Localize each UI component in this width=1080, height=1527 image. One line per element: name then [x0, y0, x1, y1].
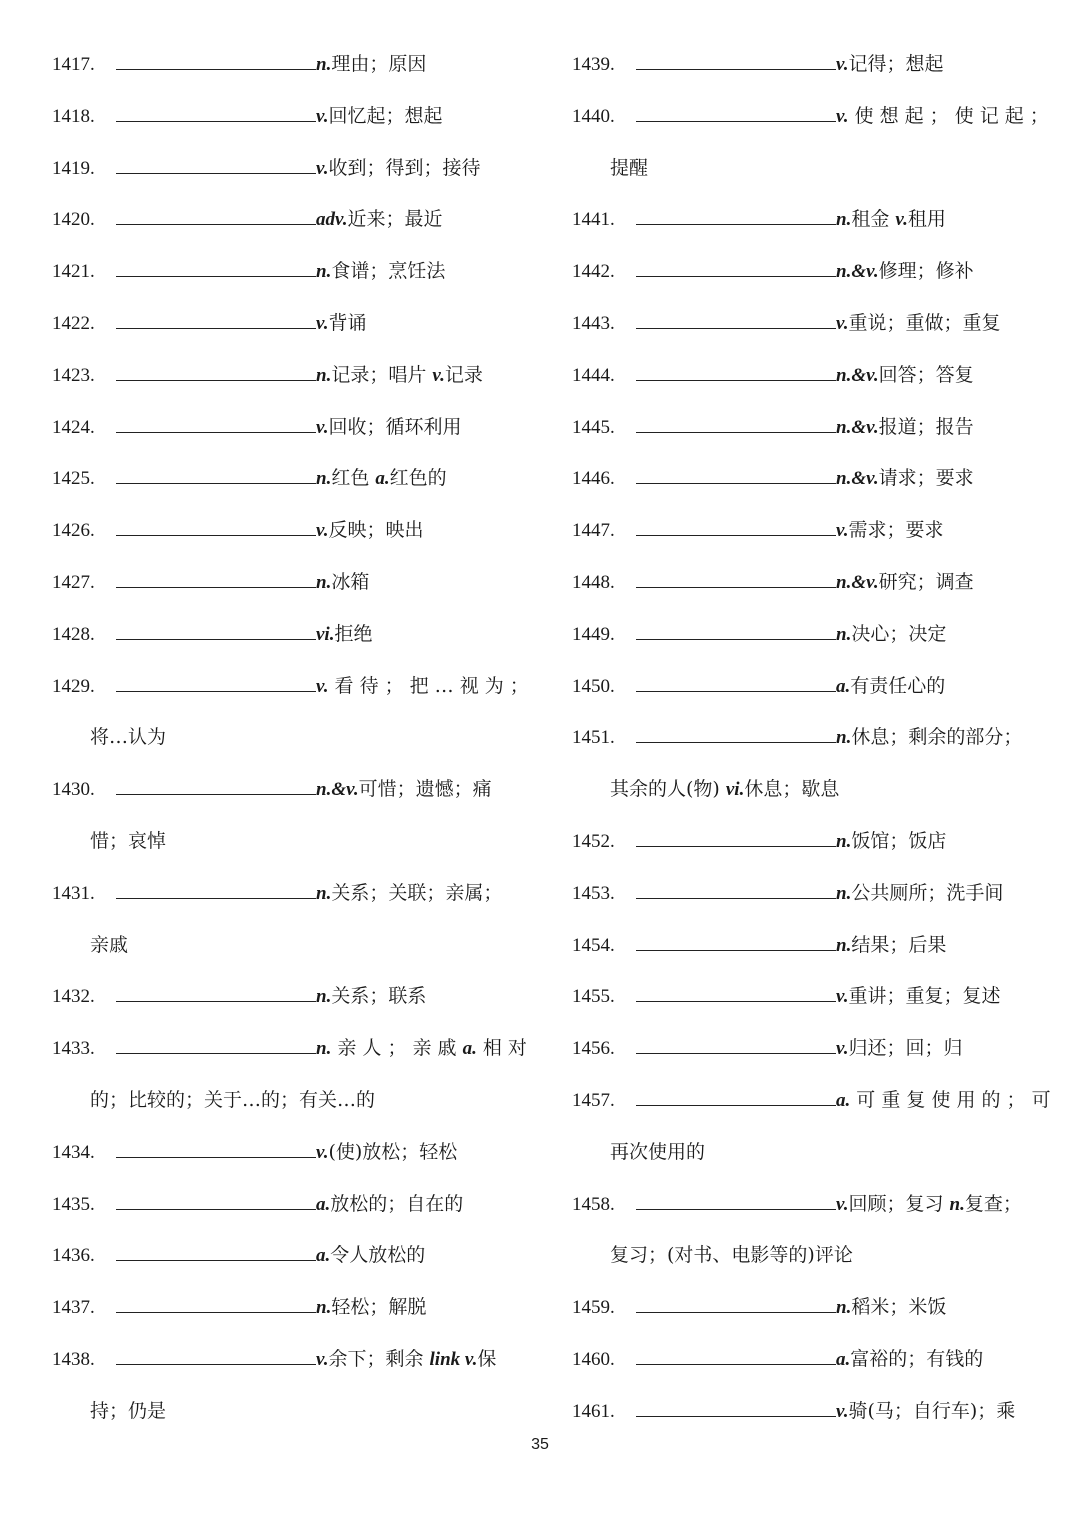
entry-number: 1441. [572, 209, 615, 231]
entry-number: 1453. [572, 882, 615, 904]
definition-text: 收到；得到；接待 [328, 156, 481, 179]
part-of-speech: link v. [429, 1348, 478, 1370]
part-of-speech: n. [316, 882, 332, 904]
vocab-entry [52, 658, 529, 710]
entry-continuation [572, 761, 1042, 813]
entry-number: 1437. [52, 1297, 95, 1319]
vocab-entry [572, 1331, 1042, 1383]
vocab-entry [52, 1227, 522, 1279]
vocab-entry [52, 968, 522, 1020]
vocab-entry [572, 295, 1042, 347]
part-of-speech: v. [836, 312, 849, 334]
answer-blank[interactable] [636, 68, 836, 70]
entry-number: 1445. [572, 416, 615, 438]
entry-number: 1459. [572, 1297, 615, 1319]
answer-blank[interactable] [116, 1208, 316, 1210]
answer-blank[interactable] [636, 949, 836, 951]
definition-text: 关系；联系 [331, 985, 427, 1008]
definition-text: 记录；唱片 [331, 363, 433, 386]
vocab-entry [572, 865, 1042, 917]
entry-number: 1461. [572, 1400, 615, 1422]
entry-number: 1432. [52, 986, 95, 1008]
part-of-speech: a. [316, 1245, 331, 1267]
vocab-entry [52, 1176, 522, 1228]
definition-text: 需求；要求 [848, 519, 944, 542]
definition-text: 理由；原因 [331, 53, 427, 75]
entry-number: 1431. [52, 882, 95, 904]
part-of-speech: v. [316, 675, 329, 697]
definition-text: 拒绝 [334, 622, 373, 645]
vocab-entry [52, 399, 522, 451]
vocab-entry [52, 347, 522, 399]
entry-continuation [52, 1072, 522, 1124]
vocab-entry [52, 243, 522, 295]
entry-continuation [52, 813, 522, 865]
answer-blank[interactable] [116, 534, 316, 536]
part-of-speech: a. [462, 1038, 477, 1060]
definition-text: 再次使用的 [610, 1140, 706, 1163]
entry-continuation [572, 140, 1042, 192]
vocab-entry [52, 761, 522, 813]
answer-blank[interactable] [116, 586, 316, 588]
definition-text: 公共厕所；洗手间 [851, 881, 1004, 904]
part-of-speech: v. [836, 1193, 849, 1215]
vocab-entry [572, 709, 1042, 761]
definition-text: 富裕的；有钱的 [850, 1347, 984, 1370]
vocab-entry [572, 88, 1049, 140]
vocab-entry [572, 917, 1042, 969]
entry-number: 1428. [52, 623, 95, 645]
definition-text: 提醒 [610, 156, 649, 179]
part-of-speech: n. [836, 623, 852, 645]
definition-text: 反映；映出 [328, 519, 424, 542]
vocab-entry [572, 1072, 1051, 1124]
definition-text: 回答；答复 [878, 363, 974, 386]
definition-text: 的；比较的；关于…的；有关…的 [90, 1088, 376, 1111]
entry-number: 1454. [572, 934, 615, 956]
answer-blank[interactable] [636, 1208, 836, 1210]
part-of-speech: v. [316, 416, 329, 438]
entry-number: 1421. [52, 261, 95, 283]
answer-blank[interactable] [116, 327, 316, 329]
definition-text: 记录 [444, 363, 483, 386]
vocab-entry [572, 813, 1042, 865]
entry-number: 1451. [572, 727, 615, 749]
part-of-speech: n.&v. [836, 571, 879, 593]
part-of-speech: a. [316, 1193, 331, 1215]
entry-number: 1436. [52, 1245, 95, 1267]
definition-text: 将…认为 [90, 726, 167, 749]
definition-text: 结果；后果 [851, 933, 947, 956]
vocab-entry [572, 968, 1042, 1020]
part-of-speech: vi. [316, 623, 335, 645]
entry-number: 1444. [572, 364, 615, 386]
answer-blank[interactable] [636, 223, 836, 225]
part-of-speech: v. [836, 1400, 849, 1422]
vocab-entry [52, 295, 522, 347]
part-of-speech: n.&v. [836, 364, 879, 386]
part-of-speech: n. [316, 571, 332, 593]
definition-text: 租金 [851, 208, 896, 231]
entry-number: 1429. [52, 675, 95, 697]
definition-text: 亲 人 ； 亲 戚 [331, 1037, 463, 1060]
answer-blank[interactable] [116, 1052, 316, 1054]
part-of-speech: adv. [316, 209, 348, 231]
part-of-speech: v. [316, 157, 329, 179]
part-of-speech: n. [316, 364, 332, 386]
answer-blank[interactable] [116, 431, 316, 433]
definition-text: 冰箱 [331, 570, 370, 593]
answer-blank[interactable] [636, 1052, 836, 1054]
definition-text: 回忆起；想起 [328, 104, 443, 127]
answer-blank[interactable] [116, 690, 316, 692]
entry-number: 1433. [52, 1038, 95, 1060]
answer-blank[interactable] [636, 327, 836, 329]
vocab-entry [52, 502, 522, 554]
part-of-speech: v. [836, 54, 849, 75]
vocab-entry [52, 1124, 522, 1176]
answer-blank[interactable] [116, 1156, 316, 1158]
entry-number: 1424. [52, 416, 95, 438]
vocab-entry [572, 1279, 1042, 1331]
vocab-entry [572, 1383, 1042, 1435]
part-of-speech: n.&v. [836, 468, 879, 490]
part-of-speech: n. [316, 1297, 332, 1319]
entry-number: 1447. [572, 520, 615, 542]
definition-text: 可 重 复 使 用 的 ； 可 [850, 1088, 1051, 1111]
answer-blank[interactable] [636, 120, 836, 122]
part-of-speech: n.&v. [836, 416, 879, 438]
part-of-speech: n. [316, 261, 332, 283]
definition-text: 放松的；自在的 [330, 1192, 464, 1215]
vocab-entry [52, 865, 522, 917]
vocab-entry [52, 1020, 527, 1072]
definition-text: 保 [477, 1347, 497, 1370]
vocab-entry [572, 1176, 1042, 1228]
answer-blank[interactable] [116, 897, 316, 899]
part-of-speech: v. [432, 364, 445, 386]
part-of-speech: a. [375, 468, 390, 490]
definition-text: 红色的 [389, 467, 447, 490]
vocab-entry [572, 606, 1042, 658]
vocab-entry [572, 450, 1042, 502]
part-of-speech: v. [316, 1348, 329, 1370]
part-of-speech: n. [836, 727, 852, 749]
part-of-speech: n. [316, 986, 332, 1008]
entry-number: 1455. [572, 986, 615, 1008]
definition-text: 休息；剩余的部分； [851, 726, 1023, 749]
entry-number: 1422. [52, 312, 95, 334]
part-of-speech: n. [836, 934, 852, 956]
vocab-entry [572, 658, 1042, 710]
answer-blank[interactable] [636, 586, 836, 588]
vocab-entry [572, 1020, 1042, 1072]
definition-text: 近来；最近 [347, 208, 443, 231]
definition-text: 使 想 起 ； 使 记 起 ； [848, 104, 1049, 127]
definition-text: 红色 [331, 467, 376, 490]
answer-blank[interactable] [636, 379, 836, 381]
definition-text: 余下；剩余 [328, 1347, 430, 1370]
definition-text: 休息；歇息 [744, 778, 840, 801]
entry-number: 1423. [52, 364, 95, 386]
definition-text: 复习；(对书、电影等的)评论 [610, 1244, 853, 1267]
part-of-speech: v. [836, 986, 849, 1008]
definition-text: 持；仍是 [90, 1399, 167, 1422]
part-of-speech: n. [836, 882, 852, 904]
part-of-speech: v. [316, 312, 329, 334]
answer-blank[interactable] [636, 741, 836, 743]
entry-continuation [52, 917, 522, 969]
vocab-entry [572, 243, 1042, 295]
vocab-entry [52, 140, 522, 192]
part-of-speech: a. [836, 1089, 851, 1111]
answer-blank[interactable] [636, 690, 836, 692]
definition-text: 骑(马；自行车)；乘 [848, 1399, 1016, 1422]
definition-text: 修理；修补 [878, 260, 974, 283]
vocab-entry [572, 399, 1042, 451]
entry-number: 1457. [572, 1089, 615, 1111]
answer-blank[interactable] [636, 1311, 836, 1313]
vocab-entry [572, 554, 1042, 606]
part-of-speech: v. [836, 105, 849, 127]
entry-number: 1448. [572, 571, 615, 593]
entry-number: 1418. [52, 105, 95, 127]
part-of-speech: v. [316, 1141, 329, 1163]
entry-number: 1452. [572, 830, 615, 852]
definition-text: 可惜；遗憾；痛 [358, 778, 492, 801]
answer-blank[interactable] [636, 845, 836, 847]
definition-text: 惜；哀悼 [90, 829, 167, 852]
answer-blank[interactable] [116, 1259, 316, 1261]
answer-blank[interactable] [116, 223, 316, 225]
definition-text: 轻松；解脱 [331, 1296, 427, 1319]
entry-continuation [572, 1124, 1042, 1176]
right-column [572, 36, 1051, 1435]
definition-text: 请求；要求 [878, 467, 974, 490]
entry-number: 1446. [572, 468, 615, 490]
part-of-speech: n. [836, 830, 852, 852]
part-of-speech: v. [836, 1038, 849, 1060]
vocab-entry [52, 554, 522, 606]
entry-number: 1434. [52, 1141, 95, 1163]
definition-text: 其余的人(物) [610, 778, 726, 801]
entry-continuation [52, 1383, 522, 1435]
answer-blank[interactable] [116, 1311, 316, 1313]
part-of-speech: n. [316, 54, 332, 75]
answer-blank[interactable] [636, 482, 836, 484]
entry-number: 1435. [52, 1193, 95, 1215]
entry-number: 1425. [52, 468, 95, 490]
entry-number: 1449. [572, 623, 615, 645]
part-of-speech: n.&v. [316, 779, 359, 801]
definition-text: 重说；重做；重复 [848, 311, 1001, 334]
entry-number: 1430. [52, 779, 95, 801]
answer-blank[interactable] [116, 1000, 316, 1002]
part-of-speech: n. [949, 1193, 965, 1215]
vocab-entry [52, 36, 522, 88]
answer-blank[interactable] [636, 1415, 836, 1417]
definition-text: 记得；想起 [848, 53, 944, 75]
part-of-speech: n. [316, 468, 332, 490]
entry-number: 1460. [572, 1348, 615, 1370]
entry-continuation [52, 709, 522, 761]
definition-text: 回收；循环利用 [328, 415, 462, 438]
entry-number: 1456. [572, 1038, 615, 1060]
answer-blank[interactable] [116, 482, 316, 484]
left-column [52, 36, 529, 1435]
definition-text: 稻米；米饭 [851, 1296, 947, 1319]
answer-blank[interactable] [116, 120, 316, 122]
answer-blank[interactable] [116, 379, 316, 381]
page-number: 35 [531, 1436, 549, 1453]
part-of-speech: v. [836, 520, 849, 542]
answer-blank[interactable] [636, 534, 836, 536]
definition-text: 报道；报告 [878, 415, 974, 438]
entry-number: 1450. [572, 675, 615, 697]
part-of-speech: n. [836, 1297, 852, 1319]
vocab-entry [52, 1279, 522, 1331]
definition-text: 相 对 [476, 1037, 527, 1060]
definition-text: 亲戚 [90, 933, 129, 956]
answer-blank[interactable] [116, 793, 316, 795]
vocab-entry [572, 347, 1042, 399]
answer-blank[interactable] [636, 431, 836, 433]
entry-number: 1443. [572, 312, 615, 334]
entry-continuation [572, 1227, 1042, 1279]
part-of-speech: v. [316, 105, 329, 127]
answer-blank[interactable] [116, 1363, 316, 1365]
answer-blank[interactable] [116, 68, 316, 70]
part-of-speech: vi. [725, 779, 745, 801]
answer-blank[interactable] [636, 275, 836, 277]
definition-text: 令人放松的 [330, 1244, 426, 1267]
answer-blank[interactable] [116, 172, 316, 174]
definition-text: 看 待 ； 把 … 视 为 ； [328, 674, 529, 697]
vocab-entry [52, 88, 522, 140]
entry-number: 1438. [52, 1348, 95, 1370]
entry-number: 1458. [572, 1193, 615, 1215]
definition-text: 饭馆；饭店 [851, 829, 947, 852]
vocab-entry [52, 606, 522, 658]
answer-blank[interactable] [116, 275, 316, 277]
definition-text: 研究；调查 [878, 570, 974, 593]
part-of-speech: v. [895, 209, 908, 231]
definition-text: 归还；回；归 [848, 1037, 963, 1060]
part-of-speech: n. [836, 209, 852, 231]
definition-text: (使)放松；轻松 [328, 1140, 458, 1163]
part-of-speech: a. [836, 675, 851, 697]
vocab-entry [572, 502, 1042, 554]
part-of-speech: a. [836, 1348, 851, 1370]
answer-blank[interactable] [636, 1104, 836, 1106]
part-of-speech: n.&v. [836, 261, 879, 283]
vocab-entry [52, 450, 522, 502]
definition-text: 回顾；复习 [848, 1192, 950, 1215]
vocab-entry [52, 1331, 522, 1383]
definition-text: 重讲；重复；复述 [848, 985, 1001, 1008]
part-of-speech: v. [316, 520, 329, 542]
definition-text: 关系；关联；亲属； [331, 881, 503, 904]
answer-blank[interactable] [636, 1000, 836, 1002]
definition-text: 背诵 [328, 311, 367, 334]
definition-text: 决心；决定 [851, 622, 947, 645]
entry-number: 1439. [572, 54, 615, 75]
entry-number: 1426. [52, 520, 95, 542]
answer-blank[interactable] [636, 1363, 836, 1365]
entry-number: 1419. [52, 157, 95, 179]
vocab-entry [572, 191, 1042, 243]
answer-blank[interactable] [116, 638, 316, 640]
vocab-entry [52, 191, 522, 243]
definition-text: 食谱；烹饪法 [331, 260, 446, 283]
vocab-entry [572, 36, 1042, 88]
answer-blank[interactable] [636, 897, 836, 899]
part-of-speech: n. [316, 1038, 332, 1060]
definition-text: 租用 [907, 208, 946, 231]
definition-text: 有责任心的 [850, 674, 946, 697]
definition-text: 复查； [964, 1192, 1022, 1215]
answer-blank[interactable] [636, 638, 836, 640]
entry-number: 1417. [52, 54, 95, 75]
entry-number: 1440. [572, 105, 615, 127]
entry-number: 1420. [52, 209, 95, 231]
entry-number: 1427. [52, 571, 95, 593]
entry-number: 1442. [572, 261, 615, 283]
